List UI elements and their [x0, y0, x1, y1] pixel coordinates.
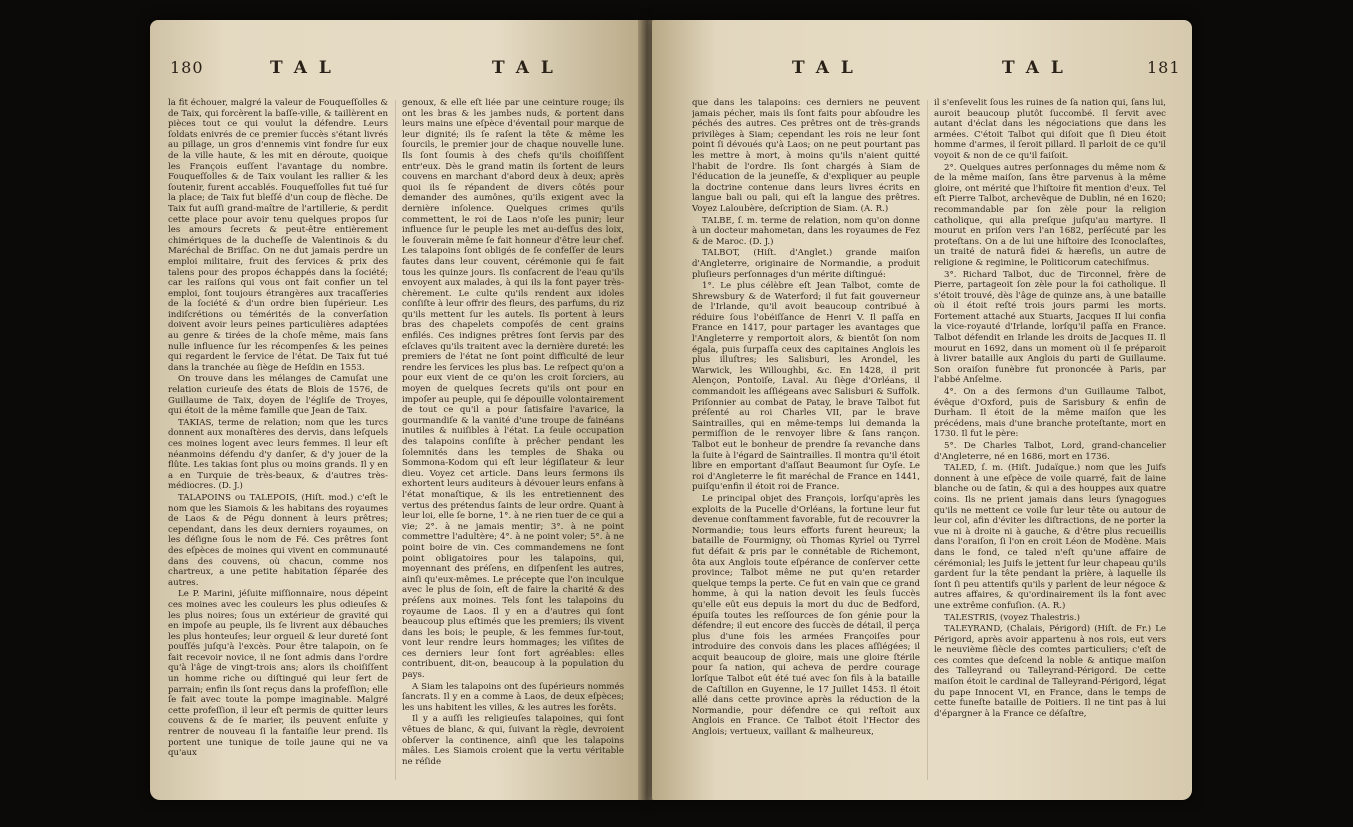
paragraph: A Siam les talapoins ont des ſupérieurs nommés ſancrats. Il y en a comme à Laos, de deux eſpèces; les uns habitent les villes, & les autres les forêts.	[402, 681, 624, 713]
paragraph: TALESTRIS, (voyez Thalestris.)	[944, 612, 1080, 623]
paragraph: TALEYRAND, (Chalais, Périgord) (Hiſt. de Fr.) Le Périgord, après avoir appartenu à nos rois, eut vers le neuvième ſiècle des comtes particuliers; c'eſt de ces comtes que deſcend la noble & antique maiſon des Talleyrand ou Talleyrand-Périgord. De cette maiſon étoit le cardinal de Talleyrand-Périgord, légat du pape Innocent VI, en France, dans le temps de cette funeſte bataille de Poitiers. Il ne tint pas à lui d'épargner à la France ce déſaſtre,	[934, 624, 1166, 719]
paragraph: Il y a auſſi les religieuſes talapoines, qui ſont vêtues de blanc, & qui, ſuivant la règle, devroient obſerver la continence, ainſi que les talapoins mâles. Les Siamois croient que la vertu véritable ne réſide	[402, 714, 624, 767]
right-running-head	[652, 56, 1192, 86]
column-divider	[395, 100, 396, 780]
paragraph: que dans les talapoins: ces derniers ne peuvent jamais pécher, mais ils ſont faits pour abſoudre les péchés des autres. Ces prêtres ont de très-grands privilèges à Siam; cependant les rois ne leur ſont point ſi dévoués qu'à Laos; on ne peut pourtant pas les mettre à mort, à moins qu'ils n'aient quitté l'habit de l'ordre. Ils ſont chargés à Siam de l'éducation de la jeuneſſe, & d'expliquer au peuple la doctrine contenue dans leurs livres écrits en langue bali ou pali, qui eſt la langue des prêtres. Voyez Laloubère, deſcription de Siam. (A. R.)	[692, 98, 920, 214]
header-word: TAL	[492, 58, 565, 78]
paragraph: la fit échouer, malgré la valeur de Fouqueſſolles & de Taix, qui forcèrent la baſſe-ville, & taillèrent en pièces tout ce qui voulut la défendre. Leurs ſoldats enivrés de ce premier ſuccès s'étant livrés au pillage, un gros d'ennemis vint fondre ſur eux de la ville haute, & les mit en déroute, quoique les François euſſent l'avantage du nombre. Fouqueſſolles & de Taix voulant les rallier & les ſoutenir, furent accablés. Fouqueſſolles fut tué ſur la place; de Taix fut bleſſé d'un coup de flèche. De Taix fut auſſi grand-maître de l'artillerie, & perdit cette place pour avoir tenu quelques propos ſur les amours ſecrets & peut-être entièrement chimériques de la ducheſſe de Valentinois & du Maréchal de Briſſac. On ne dut jamais perdre un emploi militaire, fruit des ſervices & prix des talens pour des propos échappés dans la ſociété; car les raiſons qui vous ont fait confier un tel emploi, ſont toujours étrangères aux tracaſſeries de la ſociété & d'un ordre bien ſupérieur. Les indiſcrétions ou témérités de la converſation doivent avoir leurs peines particulières adaptées au genre & tirées de la choſe même, mais ſans nulle influence ſur les récompenſes & les peines qui regardent le ſervice de l'état. De Taix fut tué dans la tranchée au ſiège de Heſdin en 1553.	[168, 98, 388, 373]
paragraph: 1°. Le plus célèbre eſt Jean Talbot, comte de Shrewsbury & de Waterford; il fut fait gouverneur de l'Irlande, qu'il avoit beaucoup contribué à réduire ſous l'obéiſſance de Henri V. Il paſſa en France en 1417, pour partager les avantages que l'Angleterre y remportoit alors, & bientôt ſon nom égala, puis ſurpaſſa ceux des capitaines Anglois les plus illuſtres; les Salisburi, les Arondel, les Warwick, les Willoughbi, &c. En 1428, il prit Alençon, Pontoiſe, Laval. Au ſiège d'Orléans, il commandoit les aſſiégeans avec Salisburi & Suffolk. Priſonnier au combat de Patay, le brave Talbot fut préſenté au roi Charles VII, par le brave Saintrailles, qui en même-temps lui demanda la permiſſion de le renvoyer libre & ſans rançon. Talbot eut le bonheur de prendre ſa revanche dans la ſuite à l'égard de Saintrailles. Il montra qu'il étoit libre en emportant d'aſſaut Beaumont ſur Oyſe. Le roi d'Angleterre le fit maréchal de France en 1441, puiſqu'enfin il étoit roi de France.	[692, 281, 920, 493]
text-column	[402, 98, 624, 788]
paragraph: Le P. Marini, jéſuite miſſionnaire, nous dépeint ces moines avec les couleurs les plus odieuſes & les plus noires; ſous un extérieur de gravité qui en impoſe au peuple, ils ſe livrent aux débauches les plus honteuſes; leur orgueil & leur dureté ſont pouſſés juſqu'à l'excès. Pour être talapoin, on ſe fait recevoir novice, il ne ſont admis dans l'ordre qu'à l'âge de vingt-trois ans; alors ils choiſiſſent un homme riche ou diſtingué qui leur ſert de parrain; enfin ils ſont reçus dans la profeſſion; elle ſe fait avec toute la pompe imaginable. Malgré cette profeſſion, il leur eſt permis de quitter leurs couvens & de ſe marier, ils peuvent enſuite y rentrer de nouveau ſi la fantaiſie leur prend. Ils portent une tunique de toile jaune qui ne va qu'aux	[168, 589, 388, 759]
header-word: TAL	[270, 58, 343, 78]
paragraph: TALBOT, (Hiſt. d'Anglet.) grande maiſon d'Angleterre, originaire de Normandie, a produit pluſieurs perſonnages d'un mérite diſtingué:	[692, 248, 920, 280]
paragraph: 3°. Richard Talbot, duc de Tirconnel, frère de Pierre, partageoit ſon zèle pour la foi catholique. Il s'étoit trouvé, dès l'âge de quinze ans, à une bataille où il étoit reſté trois jours parmi les morts. Fortement attaché aux Stuarts, Jacques II lui confia la vice-royauté d'Irlande, lorſqu'il paſſa en France. Talbot défendit en Irlande les droits de Jacques II. Il mourut en 1692, dans un moment où il ſe préparoit à livrer bataille aux Anglois du parti de Guillaume. Son oraiſon funèbre fut prononcée à Paris, par l'abbé Anſelme.	[934, 269, 1166, 386]
paragraph: 2°. Quelques autres perſonnages du même nom & de la même maiſon, ſans être parvenus à la même gloire, ont mérité que l'hiſtoire fit mention d'eux. Tel eſt Pierre Talbot, archevêque de Dublin, né en 1620; recommandable par ſon zèle pour la religion catholique, qui alla preſque juſqu'au martyre. Il mourut en priſon vers l'an 1682, perſécuté par les proteſtans. On a de lui une hiſtoire des Iconoclaſtes, un traité de naturâ fidei & hæreſis, un autre de religione & regimine, le Politicorum catechiſmus.	[934, 162, 1166, 268]
paragraph: TALBE, ſ. m. terme de relation, nom qu'on donne à un docteur mahometan, dans les royaumes de Fez & de Maroc. (D. J.)	[692, 215, 920, 247]
text-column	[692, 98, 920, 788]
paragraph: Le principal objet des François, lorſqu'après les exploits de la Pucelle d'Orléans, la fortune leur fut devenue conſtamment favorable, fut de recouvrer la Normandie; tous leurs efforts furent heureux; la bataille de Fourmigny, où Thomas Kyriel ou Tyrrel fut défait & pris par le connétable de Richemont, ôta aux Anglois toute eſpérance de conſerver cette province; Talbot même ne put qu'en retarder quelque temps la perte. Ce fut en vain que ce grand homme, à qui la nation devoit les ſeuls ſuccès qu'elle eût eus depuis la mort du duc de Bedford, épuiſa toutes les reſſources de ſon génie pour la défendre; il eut encore des ſuccès de détail, il perça plus d'une fois les armées Françoiſes pour introduire des convois dans les places aſſiégées; il acquit beaucoup de gloire, mais une gloire ſtérile pour ſa nation, qui acheva de perdre courage lorſque Talbot eût été tué avec ſon fils à la bataille de Caſtillon en Guyenne, le 17 Juillet 1453. Il étoit allé dans cette province après la réduction de la Normandie, pour défendre ce qui reſtoit aux Anglois en France. Ce Talbot étoit l'Hector des Anglois; vertueux, vaillant & malheureux,	[692, 493, 920, 738]
left-page	[150, 20, 642, 800]
paragraph: 4°. On a des ſermons d'un Guillaume Talbot, évêque d'Oxford, puis de Sarisbury & enfin de Durham. Il étoit de la même maiſon que les précédens, mais d'une branche proteſtante, mort en 1730. Il fut le père:	[934, 387, 1166, 440]
right-page	[652, 20, 1192, 800]
column-divider	[927, 100, 928, 780]
left-running-head	[150, 56, 642, 86]
page-number: 181	[1147, 58, 1181, 77]
paragraph: 5°. De Charles Talbot, Lord, grand-chancelier d'Angleterre, né en 1686, mort en 1736.	[934, 441, 1166, 462]
paragraph: TAKIAS, terme de relation; nom que les turcs donnent aux monaſtères des dervis, dans leſquels ces moines logent avec leurs femmes. Il leur eſt néanmoins défendu d'y danſer, & d'y jouer de la flûte. Les takias ſont plus ou moins grands. Il y en a en Turquie de très-beaux, & d'autres très-médiocres. (D. J.)	[168, 417, 388, 492]
page-number: 180	[170, 58, 204, 77]
text-column	[934, 98, 1166, 788]
paragraph: genoux, & elle eſt liée par une ceinture rouge; ils ont les bras & les jambes nuds, & portent dans leurs mains une eſpèce d'éventail pour marque de leur dignité; ils ſe raſent la tête & même les ſourcils, le premier jour de chaque nouvelle lune. Ils ſont ſoumis à des chefs qu'ils choiſiſſent entr'eux. Dès le grand matin ils ſortent de leurs couvens en marchant d'abord deux à deux; après quoi ils ſe répandent de divers côtés pour demander des aumônes, qu'ils exigent avec la dernière inſolence. Quelques crimes qu'ils commettent, le roi de Laos n'oſe les punir; leur influence ſur le peuple les met au-deſſus des loix, le ſouverain même ſe fait honneur d'être leur chef. Les talapoins ſont obligés de ſe confeſſer de leurs fautes dans leur couvent, cérémonie qui ſe fait tous les quinze jours. Ils conſacrent de l'eau qu'ils envoyent aux malades, à qui ils la font payer très-chèrement. Le culte qu'ils rendent aux idoles conſiſte à leur offrir des fleurs, des parfums, du riz qu'ils mettent ſur les autels. Ils portent à leurs bras des chapelets compoſés de cent grains enfilés. Ces indignes prêtres ſont ſervis par des eſclaves qu'ils traitent avec la dernière dureté: les premiers de l'état ne ſont point difficulté de leur rendre les ſervices les plus bas. Le reſpect qu'on a pour eux vient de ce qu'on les croit ſorciers, au moyen de quelques ſecrets qu'ils ont pour en impoſer au peuple, qui ſe dépouille volontairement de tout ce qu'il a pour ſatisfaire l'avarice, la gourmandiſe & la vanité d'une troupe de fainéans inutiles & nuiſibles à l'état. La ſeule occupation des talapoins conſiſte à prêcher pendant les ſolemnités dans les temples de Shaka ou Sommona-Kodom qui eſt leur légiſlateur & leur dieu. Voyez cet article. Dans leurs ſermons ils exhortent leurs auditeurs à dévouer leurs enfans à l'état monaſtique, & ils les entretiennent des vertus des prétendus ſaints de leur ordre. Quant à leur loi, elle ſe borne, 1°. à ne rien tuer de ce qui a vie; 2°. à ne jamais mentir; 3°. à ne point commettre l'adultère; 4°. à ne point voler; 5°. à ne point boire de vin. Ces commandemens ne ſont point obligatoires pour les talapoins, qui, moyennant des préſens, en diſpenſent les autres, ainſi qu'eux-mêmes. Le précepte que l'on inculque avec le plus de ſoin, eſt de faire la charité & des préſens aux moines. Tels ſont les talapoins du royaume de Laos. Il y en a d'autres qui ſont beaucoup plus eſtimés que les premiers; ils vivent dans les bois; le peuple, & les femmes ſur-tout, vont leur rendre leurs hommages; les viſites de ces derniers leur ſont fort agréables: elles contribuent, dit-on, beaucoup à la population du pays.	[402, 98, 624, 681]
header-word: TAL	[792, 58, 865, 78]
text-column	[168, 98, 388, 788]
paragraph: il s'enſevelit ſous les ruines de ſa nation qui, ſans lui, auroit beaucoup plutôt ſuccombé. Il ſervit avec autant d'éclat dans les négociations que dans les armées. C'étoit Talbot qui diſoit que ſi Dieu étoit homme d'armes, il ſeroit pillard. Il parloit de ce qu'il voyoit & non de ce qu'il faiſoit.	[934, 98, 1166, 161]
paragraph: TALED, ſ. m. (Hiſt. Judaïque.) nom que les Juifs donnent à une eſpèce de voile quarré, fait de laine blanche ou de ſatin, & qui a des houppes aux quatre coins. Ils ne prient jamais dans leurs ſynagogues qu'ils ne mettent ce voile ſur leur tête ou autour de leur col, afin d'éviter les diſtractions, de ne porter la vue ni à droite ni à gauche, & d'être plus recueillis dans l'oraiſon, ſi l'on en croit Léon de Modène. Mais dans le fond, ce taled n'eſt qu'une affaire de cérémonial; les Juifs le jettent ſur leur chapeau qu'ils gardent ſur la tête pendant la prière, à laquelle ils ſont ſi peu attentifs qu'ils y parlent de leur négoce & autres affaires, & qu'ordinairement ils la font avec une extrême confuſion. (A. R.)	[934, 463, 1166, 611]
paragraph: On trouve dans les mélanges de Camuſat une relation curieuſe des états de Blois de 1576, de Guillaume de Taix, doyen de l'égliſe de Troyes, qui étoit de la même famille que Jean de Taix.	[168, 374, 388, 417]
paragraph: TALAPOINS ou TALEPOIS, (Hiſt. mod.) c'eſt le nom que les Siamois & les habitans des royaumes de Laos & de Pégu donnent à leurs prêtres; cependant, dans les deux derniers royaumes, on les déſigne ſous le nom de Fé. Ces prêtres ſont des eſpèces de moines qui vivent en communauté dans des couvens, où chacun, comme nos chartreux, a une petite habitation ſéparée des autres.	[168, 492, 388, 588]
header-word: TAL	[1002, 58, 1075, 78]
